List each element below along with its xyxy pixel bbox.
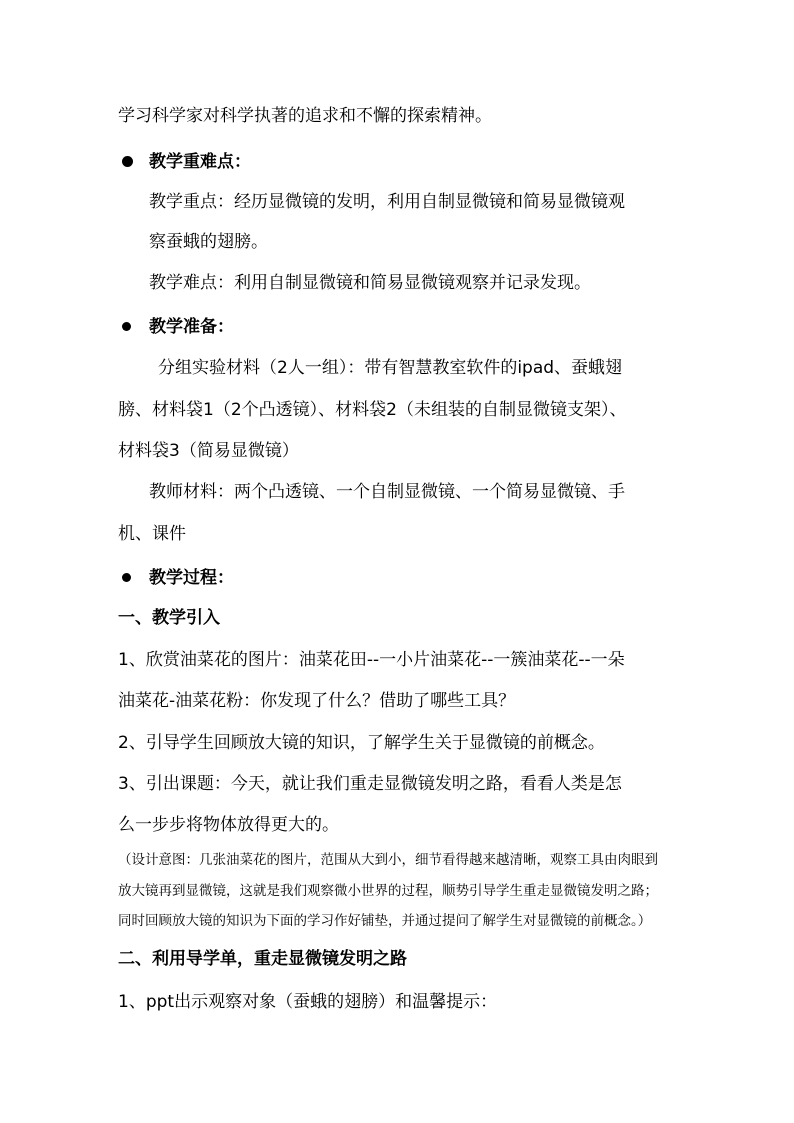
part-1-title: 一、教学引入 <box>118 608 220 628</box>
bullet-icon <box>122 322 131 331</box>
bullet-icon <box>122 573 131 582</box>
design-note-line-2: 放大镜再到显微镜，这就是我们观察微小世界的过程，顺势引导学生重走显微镜发明之路； <box>118 883 658 899</box>
teacher-materials-line-2: 机、课件 <box>118 524 186 544</box>
teaching-focus-line-2: 察蚕蛾的翅膀。 <box>149 232 268 252</box>
process-item-2: 2、引导学生回顾放大镜的知识，了解学生关于显微镜的前概念。 <box>118 733 605 753</box>
process-item-1-line-1: 1、欣赏油菜花的图片：油菜花田--一小片油菜花--一簇油菜花--一朵 <box>118 650 625 670</box>
teaching-difficulty: 教学难点：利用自制显微镜和简易显微镜观察并记录发现。 <box>149 273 591 293</box>
section-title-process: 教学过程： <box>149 568 234 588</box>
group-materials-line-3: 材料袋3（简易显微镜） <box>118 441 299 461</box>
section-title-preparation: 教学准备： <box>149 317 234 337</box>
group-materials-line-2: 膀、材料袋1（2个凸透镜）、材料袋2（未组装的自制显微镜支架）、 <box>118 400 627 420</box>
process-item-1-line-2: 油菜花-油菜花粉：你发现了什么？借助了哪些工具？ <box>118 691 516 711</box>
design-note-line-1: （设计意图：几张油菜花的图片，范围从大到小，细节看得越来越清晰，观察工具由肉眼到 <box>118 852 658 868</box>
process-item-3-line-1: 3、引出课题：今天，就让我们重走显微镜发明之路，看看人类是怎 <box>118 774 622 794</box>
bullet-icon <box>122 156 133 167</box>
process-item-3-line-2: 么一步步将物体放得更大的。 <box>118 815 339 835</box>
section-title-key-points: 教学重难点： <box>149 152 251 172</box>
intro-line: 学习科学家对科学执著的追求和不懈的探索精神。 <box>118 106 492 126</box>
teaching-focus-line-1: 教学重点：经历显微镜的发明，利用自制显微镜和简易显微镜观 <box>149 192 625 212</box>
teacher-materials-line-1: 教师材料：两个凸透镜、一个自制显微镜、一个简易显微镜、手 <box>149 482 625 502</box>
group-materials-line-1: 分组实验材料（2人一组）：带有智慧教室软件的ipad、蚕蛾翅 <box>158 358 623 378</box>
part-2-item-1: 1、ppt出示观察对象（蚕蛾的翅膀）和温馨提示： <box>118 992 498 1012</box>
part-2-title: 二、利用导学单，重走显微镜发明之路 <box>118 949 407 969</box>
design-note-line-3: 同时回顾放大镜的知识为下面的学习作好铺垫，并通过提问了解学生对显微镜的前概念。） <box>118 913 652 929</box>
